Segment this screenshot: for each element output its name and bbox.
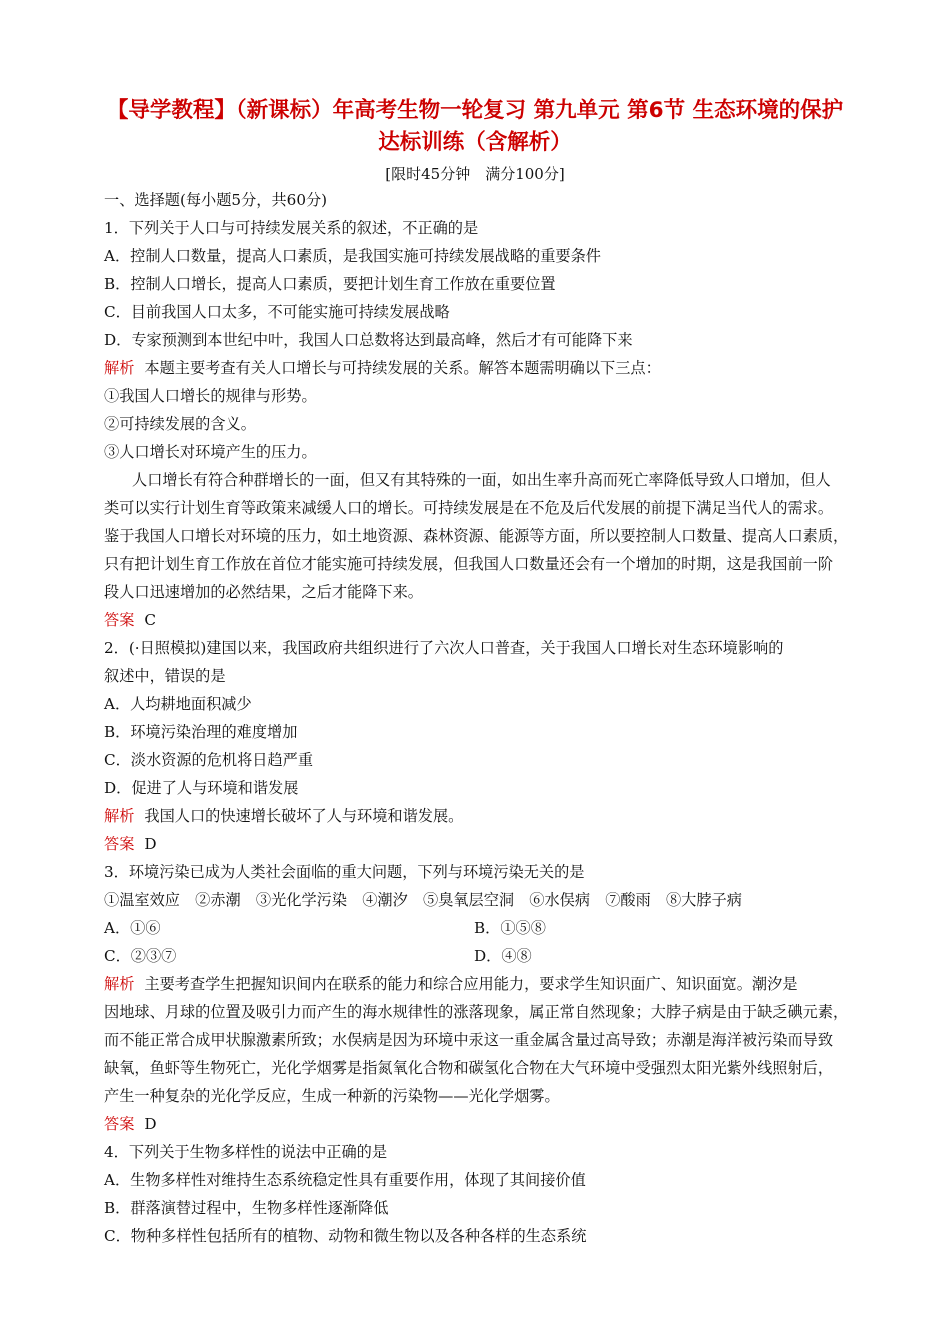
q2-stem-line-1: 2．(·日照模拟)建国以来，我国政府共组织进行了六次人口普查，关于我国人口增长对生态环境影响的 bbox=[104, 639, 784, 657]
q3-answer-value: D bbox=[144, 1115, 157, 1133]
q1-para-line-3: 鉴于我国人口增长对环境的压力，如土地资源、森林资源、能源等方面，所以要控制人口数量、提高人口素质， bbox=[104, 527, 849, 545]
section-heading: 一、选择题(每小题5分，共60分) bbox=[104, 191, 328, 209]
q4-option-a: A．生物多样性对维持生态系统稳定性具有重要作用，体现了其间接价值 bbox=[104, 1171, 586, 1189]
q2-option-b: B．环境污染治理的难度增加 bbox=[104, 723, 298, 741]
q2-option-d: D．促进了人与环境和谐发展 bbox=[104, 779, 299, 797]
q3-option-a: A．①⑥ bbox=[104, 919, 161, 937]
q3-para-line-4: 产生一种复杂的光化学反应，生成一种新的污染物——光化学烟雾。 bbox=[104, 1087, 560, 1105]
q2-stem-line-2: 叙述中，错误的是 bbox=[104, 667, 226, 685]
answer-label: 答案 bbox=[104, 1115, 135, 1133]
analysis-label: 解析 bbox=[104, 975, 135, 993]
q1-point-2: ②可持续发展的含义。 bbox=[104, 415, 256, 433]
answer-label: 答案 bbox=[104, 835, 135, 853]
q3-option-c: C．②③⑦ bbox=[104, 947, 177, 965]
doc-title-line2: 达标训练（含解析） bbox=[378, 130, 572, 155]
q1-option-b: B．控制人口增长，提高人口素质，要把计划生育工作放在重要位置 bbox=[104, 275, 556, 293]
q3-analysis-text: 主要考查学生把握知识间内在联系的能力和综合应用能力，要求学生知识面广、知识面宽。潮汐是 bbox=[144, 975, 798, 993]
q1-para-line-4: 只有把计划生育工作放在首位才能实施可持续发展，但我国人口数量还会有一个增加的时期，这是我国前一阶 bbox=[104, 555, 833, 573]
q3-para-line-1: 因地球、月球的位置及吸引力而产生的海水规律性的涨落现象，属正常自然现象；大脖子病是由于缺乏碘元素， bbox=[104, 1003, 849, 1021]
q4-option-c: C．物种多样性包括所有的植物、动物和微生物以及各种各样的生态系统 bbox=[104, 1227, 587, 1245]
q1-para-line-2: 类可以实行计划生育等政策来减缓人口的增长。可持续发展是在不危及后代发展的前提下满足当代人的需求。 bbox=[104, 499, 833, 517]
analysis-label: 解析 bbox=[104, 807, 135, 825]
q2-answer-value: D bbox=[144, 835, 157, 853]
analysis-label: 解析 bbox=[104, 359, 135, 377]
q1-option-a: A．控制人口数量，提高人口素质，是我国实施可持续发展战略的重要条件 bbox=[104, 247, 601, 265]
q1-analysis bbox=[104, 355, 661, 381]
q1-point-3: ③人口增长对环境产生的压力。 bbox=[104, 443, 317, 461]
q1-para-line-5: 段人口迅速增加的必然结果，之后才能降下来。 bbox=[104, 583, 423, 601]
q1-answer-value: C bbox=[144, 611, 156, 629]
q3-analysis bbox=[104, 971, 797, 997]
q3-para-line-2: 而不能正常合成甲状腺激素所致；水俣病是因为环境中汞这一重金属含量过高导致；赤潮是海洋被污染而导致 bbox=[104, 1031, 833, 1049]
q3-answer bbox=[104, 1111, 157, 1137]
q3-option-b: B．①⑤⑧ bbox=[474, 919, 546, 937]
q3-para-line-3: 缺氧，鱼虾等生物死亡，光化学烟雾是指氮氧化合物和碳氢化合物在大气环境中受强烈太阳光紫外线照射后， bbox=[104, 1059, 833, 1077]
q3-items: ①温室效应 ②赤潮 ③光化学污染 ④潮汐 ⑤臭氧层空洞 ⑥水俣病 ⑦酸雨 ⑧大脖子病 bbox=[104, 891, 742, 909]
doc-title-line1: 【导学教程】（新课标）年高考生物一轮复习 第九单元 第6节 生态环境的保护 bbox=[106, 98, 844, 123]
q2-analysis bbox=[104, 803, 463, 829]
q2-answer bbox=[104, 831, 157, 857]
q1-stem: 1．下列关于人口与可持续发展关系的叙述，不正确的是 bbox=[104, 219, 479, 237]
q3-stem: 3．环境污染已成为人类社会面临的重大问题，下列与环境污染无关的是 bbox=[104, 863, 585, 881]
q1-analysis-text: 本题主要考查有关人口增长与可持续发展的关系。解答本题需明确以下三点： bbox=[144, 359, 661, 377]
q4-stem: 4．下列关于生物多样性的说法中正确的是 bbox=[104, 1143, 388, 1161]
q2-option-c: C．淡水资源的危机将日趋严重 bbox=[104, 751, 314, 769]
q1-answer bbox=[104, 607, 156, 633]
q1-option-d: D．专家预测到本世纪中叶，我国人口总数将达到最高峰，然后才有可能降下来 bbox=[104, 331, 633, 349]
answer-label: 答案 bbox=[104, 611, 135, 629]
q1-point-1: ①我国人口增长的规律与形势。 bbox=[104, 387, 317, 405]
q2-option-a: A．人均耕地面积减少 bbox=[104, 695, 252, 713]
q4-option-b: B．群落演替过程中，生物多样性逐渐降低 bbox=[104, 1199, 389, 1217]
time-limit: [限时45分钟 满分100分] bbox=[385, 165, 565, 183]
q2-analysis-text: 我国人口的快速增长破坏了人与环境和谐发展。 bbox=[144, 807, 464, 825]
q1-para-line-1: 人口增长有符合种群增长的一面，但又有其特殊的一面，如出生率升高而死亡率降低导致人口增加，但人 bbox=[132, 471, 831, 489]
q3-option-d: D．④⑧ bbox=[474, 947, 532, 965]
q1-option-c: C．目前我国人口太多，不可能实施可持续发展战略 bbox=[104, 303, 450, 321]
